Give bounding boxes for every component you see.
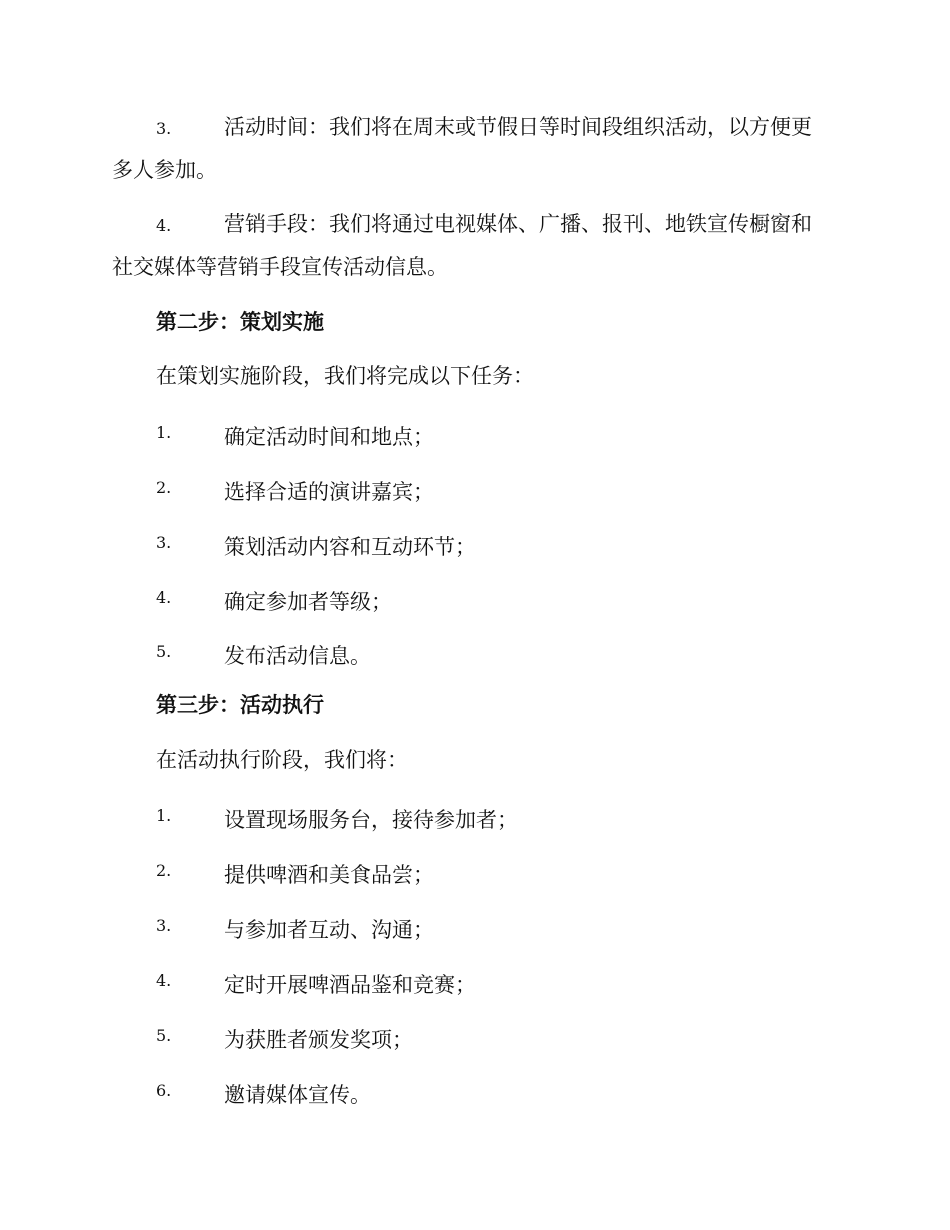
- section-intro: 在活动执行阶段，我们将：: [156, 748, 408, 772]
- list-number: 4.: [156, 588, 172, 607]
- list-item-text: 确定参加者等级；: [224, 590, 392, 614]
- list-number: 4.: [156, 216, 172, 235]
- section-heading: 第二步：策划实施: [156, 309, 324, 334]
- list-item-text: 确定活动时间和地点；: [224, 425, 434, 449]
- list-item-text: 策划活动内容和互动环节；: [224, 535, 476, 559]
- section-intro: 在策划实施阶段，我们将完成以下任务：: [156, 364, 534, 388]
- list-item-text: 与参加者互动、沟通；: [224, 918, 434, 942]
- list-number: 2.: [156, 861, 172, 880]
- section-heading: 第三步：活动执行: [156, 692, 324, 717]
- list-item-text: 营销手段：我们将通过电视媒体、广播、报刊、地铁宣传橱窗和: [224, 212, 812, 236]
- list-number: 5.: [156, 1026, 172, 1045]
- list-item-text-continuation: 多人参加。: [112, 158, 217, 182]
- list-item-text: 发布活动信息。: [224, 644, 371, 668]
- list-item-text-continuation: 社交媒体等营销手段宣传活动信息。: [112, 255, 448, 279]
- list-item-text: 选择合适的演讲嘉宾；: [224, 480, 434, 504]
- list-number: 5.: [156, 642, 172, 661]
- list-item-text: 活动时间：我们将在周末或节假日等时间段组织活动，以方便更: [224, 115, 812, 139]
- list-number: 2.: [156, 478, 172, 497]
- list-number: 3.: [156, 533, 172, 552]
- list-item-text: 邀请媒体宣传。: [224, 1083, 371, 1107]
- list-number: 1.: [156, 806, 172, 825]
- list-number: 3.: [156, 119, 172, 138]
- list-number: 1.: [156, 423, 172, 442]
- list-item-text: 提供啤酒和美食品尝；: [224, 863, 434, 887]
- list-item-text: 设置现场服务台，接待参加者；: [224, 808, 518, 832]
- list-number: 6.: [156, 1081, 172, 1100]
- list-item-text: 定时开展啤酒品鉴和竞赛；: [224, 973, 476, 997]
- list-number: 3.: [156, 916, 172, 935]
- list-item-text: 为获胜者颁发奖项；: [224, 1028, 413, 1052]
- list-number: 4.: [156, 971, 172, 990]
